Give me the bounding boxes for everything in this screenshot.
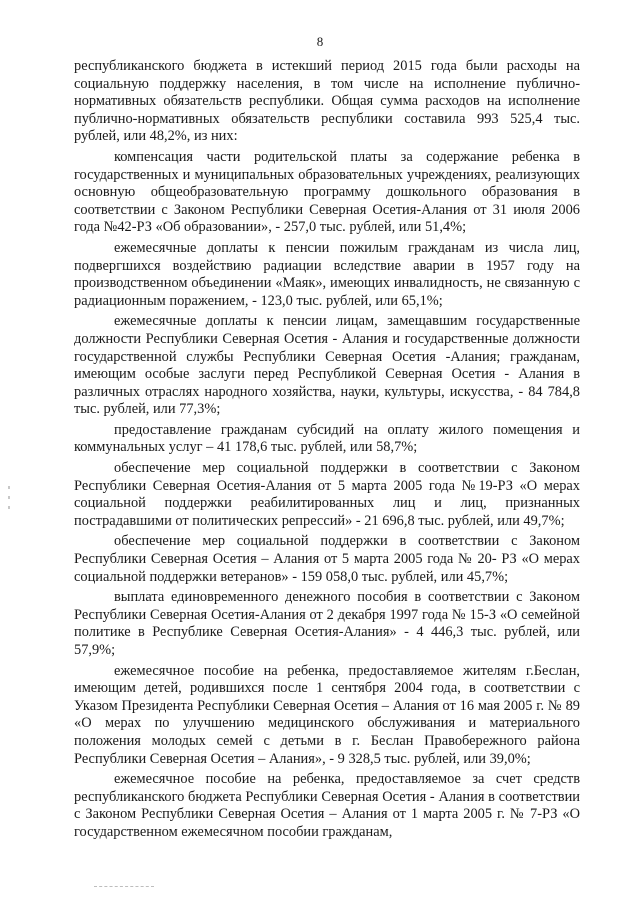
paragraph-preschool-compensation: компенсация части родительской платы за содержание ребенка в государственных и муниципальных образовательных учреждениях, реализующих основную общеобразовательную программу дошкольного образования в соответствии с Законом Республики Северная Осетия-Алания от 31 июля 2006 года №42-РЗ «Об образовании», - 257,0 тыс. рублей, или 51,4%;: [74, 148, 580, 236]
paragraph-veterans-support: обеспечение мер социальной поддержки в соответствии с Законом Республики Северная Осетия – Алания от 5 марта 2005 года № 20- РЗ «О мерах социальной поддержки ветеранов» - 159 058,0 тыс. рублей, или 45,7%;: [74, 533, 580, 585]
paragraph-budget-summary: республиканского бюджета в истекший период 2015 года были расходы на социальную поддержку населения, в том числе на исполнение публично-нормативных обязательств республики. Общая сумма расходов на исполнение публично-нормативных обязательств республики составила 993 525,4 тыс. рублей, или 48,2%, из них:: [74, 58, 580, 145]
paragraph-rehabilitated-persons: обеспечение мер социальной поддержки в соответствии с Законом Республики Северная Осетия-Алания от 5 марта 2005 года №19-РЗ «О мерах социальной поддержки реабилитированных лиц и лиц, признанных пострадавшими от политических репрессий» - 21 696,8 тыс. рублей, или 49,7%;: [74, 460, 580, 529]
scan-artifact: [8, 486, 10, 489]
scan-artifact: [8, 496, 10, 499]
scan-artifact-bottom: [94, 886, 154, 888]
paragraph-family-policy-allowance: выплата единовременного денежного пособия в соответствии с Законом Республики Северная Осетия-Алания от 2 декабря 1997 года № 15-З «О семейной политике в Республике Северная Осетия-Алания» - 4 446,3 тыс. рублей, или 57,9%;: [74, 589, 580, 658]
paragraph-housing-subsidies: предоставление гражданам субсидий на оплату жилого помещения и коммунальных услуг – 41 178,6 тыс. рублей, или 58,7%;: [74, 421, 580, 456]
scan-artifact: [8, 506, 10, 509]
paragraph-civil-servants-pension: ежемесячные доплаты к пенсии лицам, замещавшим государственные должности Республики Северная Осетия - Алания и государственные должности государственной службы Республики Северная Осетия -Алания; гражданам, имеющим особые заслуги перед Республикой Северная Осетия - Алания в различных отраслях народного хозяйства, науки, культуры, искусства, - 84 784,8 тыс. рублей, или 77,3%;: [74, 313, 580, 418]
paragraph-monthly-child-allowance: ежемесячное пособие на ребенка, предоставляемое за счет средств республиканского бюджета Республики Северная Осетия - Алания в соответствии с Законом Республики Северная Осетия – Алания от 1 марта 2005 г. № 7-РЗ «О государственном ежемесячном пособии гражданам,: [74, 771, 580, 840]
paragraph-beslan-child-allowance: ежемесячное пособие на ребенка, предоставляемое жителям г.Беслан, имеющим детей, родившихся после 1 сентября 2004 года, в соответствии с Указом Президента Республики Северная Осетия – Алания от 16 мая 2005 г. № 89 «О мерах по улучшению медицинского обслуживания и материального положения молодых семей с детьми в г. Беслан Правобережного района Республики Северная Осетия – Алания», - 9 328,5 тыс. рублей, или 39,0%;: [74, 662, 580, 767]
paragraph-mayak-radiation-pension: ежемесячные доплаты к пенсии пожилым гражданам из числа лиц, подвергшихся воздействию радиации вследствие аварии в 1957 году на производственном объединении «Маяк», имеющих инвалидность, не связанную с радиационным поражением, - 123,0 тыс. рублей, или 65,1%;: [74, 239, 580, 309]
document-body: [74, 58, 580, 845]
page-number: 8: [316, 34, 324, 49]
